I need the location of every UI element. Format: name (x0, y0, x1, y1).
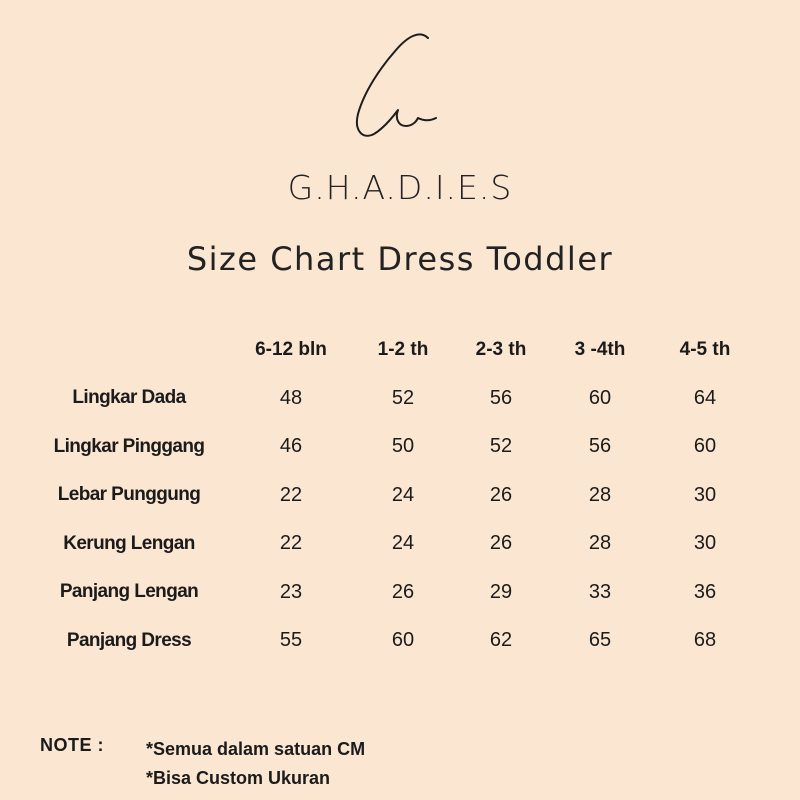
page-title: Size Chart Dress Toddler (186, 240, 614, 278)
note-line: *Bisa Custom Ukuran (146, 768, 331, 788)
table-cell: 62 (489, 629, 513, 652)
brand-name: G.H.A.D.I.E.S (287, 168, 513, 207)
table-cell: 28 (588, 532, 612, 555)
row-label: Lingkar Pinggang (53, 435, 205, 457)
table-cell: 52 (391, 386, 415, 409)
table-cell: 26 (489, 483, 513, 506)
table-cell: 46 (279, 435, 303, 458)
table-cell: 26 (489, 532, 513, 555)
table-cell: 60 (391, 629, 415, 652)
script-g-logo-icon (340, 22, 450, 152)
table-row (30, 471, 760, 520)
table-row (30, 374, 760, 423)
note-label: NOTE : (40, 735, 104, 755)
table-cell: 56 (588, 435, 612, 458)
table-cell: 22 (279, 532, 303, 555)
table-cell: 22 (279, 483, 303, 506)
table-cell: 28 (588, 483, 612, 506)
table-cell: 26 (391, 580, 415, 603)
row-label: Lingkar Dada (72, 387, 186, 409)
column-header: 1-2 th (377, 339, 429, 360)
table-cell: 50 (391, 435, 415, 458)
row-label: Panjang Lengan (59, 581, 199, 603)
column-header: 2-3 th (475, 339, 527, 360)
table-row (30, 568, 760, 617)
table-row (30, 423, 760, 472)
note-list (146, 735, 365, 793)
column-header: 6-12 bln (255, 339, 327, 360)
table-cell: 23 (279, 580, 303, 603)
table-cell: 24 (391, 483, 415, 506)
table-cell: 24 (391, 532, 415, 555)
table-cell: 52 (489, 435, 513, 458)
table-row (30, 617, 760, 666)
size-chart-table (30, 326, 760, 665)
table-cell: 30 (693, 483, 717, 506)
table-cell: 60 (693, 435, 717, 458)
table-row (30, 520, 760, 569)
table-cell: 36 (693, 580, 717, 603)
row-label: Panjang Dress (66, 629, 192, 651)
table-cell: 65 (588, 629, 612, 652)
table-cell: 29 (489, 580, 513, 603)
table-cell: 30 (693, 532, 717, 555)
table-cell: 33 (588, 580, 612, 603)
row-label: Kerung Lengan (63, 532, 195, 554)
note-line: *Semua dalam satuan CM (146, 739, 366, 759)
table-cell: 68 (693, 629, 717, 652)
column-header: 3 -4th (574, 339, 626, 360)
table-cell: 48 (279, 386, 303, 409)
table-cell: 56 (489, 386, 513, 409)
table-cell: 55 (279, 629, 303, 652)
table-cell: 64 (693, 386, 717, 409)
row-label: Lebar Punggung (57, 484, 201, 506)
table-header-row (30, 326, 760, 374)
column-header: 4-5 th (679, 339, 731, 360)
table-cell: 60 (588, 386, 612, 409)
table-corner-cell (30, 326, 228, 374)
